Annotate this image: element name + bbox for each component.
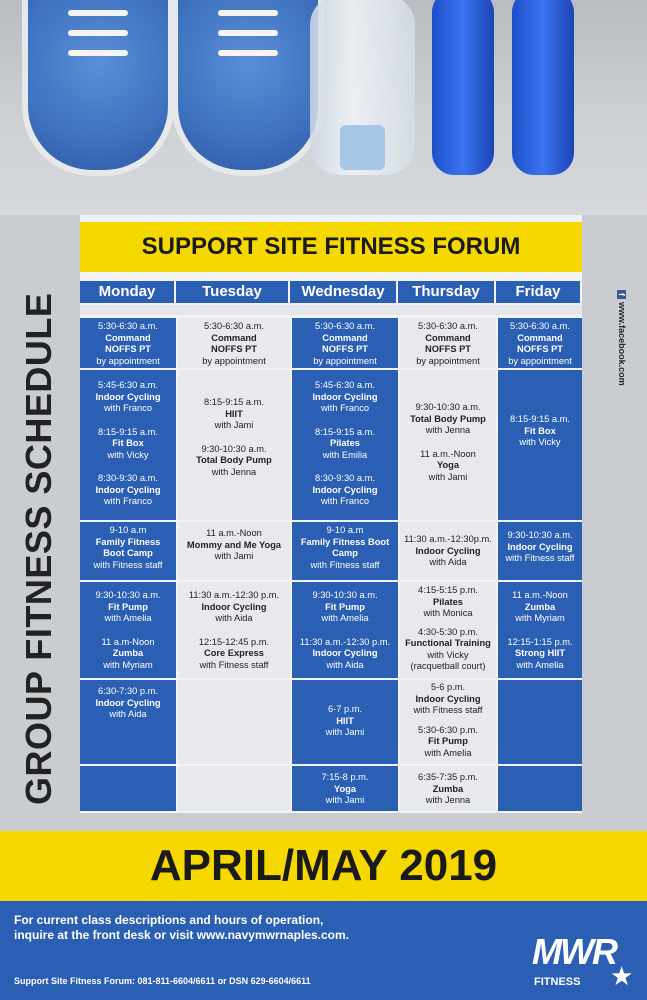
schedule-title: SUPPORT SITE FITNESS FORUM (80, 222, 582, 272)
class-cell: 9-10 a.m Family Fitness Boot Camp with Fitness staff (292, 522, 398, 580)
facebook-url: www.facebook.com (617, 302, 627, 386)
star-icon: ★ (610, 961, 634, 991)
class-cell: 11 a.m.-Noon Mommy and Me Yoga with Jami (178, 522, 290, 580)
class-cell (498, 766, 582, 811)
dumbbell-image (432, 0, 494, 175)
footer (0, 901, 647, 1000)
footer-contact: Support Site Fitness Forum: 081-811-6604/6611 or DSN 629-6604/6611 (14, 976, 311, 986)
class-cell: 9:30-10:30 a.m. Total Body Pump with Jenna 11 a.m.-Noon Yoga with Jami (400, 370, 496, 520)
class-cell: 6-7 p.m. HIIT with Jami (292, 680, 398, 764)
day-tuesday: Tuesday (176, 281, 288, 303)
class-cell: 5:45-6:30 a.m. Indoor Cycling with Franco 8:15-9:15 a.m. Pilates with Emilia 8:30-9:30 a.m. Indoor Cycling with Franco (292, 370, 398, 520)
footer-line-2: inquire at the front desk or visit www.navymwrnaples.com. (14, 928, 349, 942)
class-cell: 8:15-9:15 a.m. Fit Box with Vicky (498, 370, 582, 520)
footer-info (14, 913, 349, 943)
logo-text: MWR (532, 931, 616, 972)
day-wednesday: Wednesday (290, 281, 396, 303)
class-cell: 11:30 a.m.-12:30 p.m. Indoor Cycling with Aida 12:15-12:45 p.m. Core Express with Fitness staff (178, 582, 290, 678)
day-thursday: Thursday (398, 281, 494, 303)
class-cell: 5:30-6:30 a.m. Command NOFFS PT by appointment (178, 318, 290, 368)
class-cell: 11:30 a.m.-12:30p.m. Indoor Cycling with Aida (400, 522, 496, 580)
class-cell: 11 a.m.-Noon Zumba with Myriam 12:15-1:15 p.m. Strong HIIT with Amelia (498, 582, 582, 678)
facebook-link[interactable] (617, 290, 627, 386)
sneaker-image (172, 0, 324, 176)
day-monday: Monday (80, 281, 174, 303)
class-cell: 6:30-7:30 p.m. Indoor Cycling with Aida (80, 680, 176, 764)
water-bottle-image (310, 0, 415, 175)
side-title: GROUP FITNESS SCHEDULE (18, 292, 59, 805)
dumbbell-image (512, 0, 574, 175)
class-cell: 9:30-10:30 a.m. Fit Pump with Amelia 11 a.m-Noon Zumba with Myriam (80, 582, 176, 678)
class-cell (498, 680, 582, 764)
class-cell: 5:30-6:30 a.m. Command NOFFS PT by appointment (498, 318, 582, 368)
class-cell: 5:30-6:30 a.m. Command NOFFS PT by appointment (292, 318, 398, 368)
class-cell: 4:15-5:15 p.m. Pilates with Monica 4:30-5:30 p.m. Functional Training with Vicky (racquetball court) (400, 582, 496, 678)
sneaker-image (22, 0, 174, 176)
class-cell: 5-6 p.m. Indoor Cycling with Fitness staff 5:30-6:30 p.m. Fit Pump with Amelia (400, 680, 496, 764)
logo-subtext: FITNESS (534, 976, 581, 988)
class-cell: 9:30-10:30 a.m. Fit Pump with Amelia 11:30 a.m.-12:30 p.m. Indoor Cycling with Aida (292, 582, 398, 678)
footer-line-1: For current class descriptions and hours of operation, (14, 913, 324, 927)
month-banner: APRIL/MAY 2019 (0, 831, 647, 901)
class-cell: 8:15-9:15 a.m. HIIT with Jami 9:30-10:30 a.m. Total Body Pump with Jenna (178, 370, 290, 520)
class-cell: 5:30-6:30 a.m. Command NOFFS PT by appointment (80, 318, 176, 368)
day-header-row (80, 281, 580, 303)
class-cell: 6:35-7:35 p.m. Zumba with Jenna (400, 766, 496, 811)
facebook-icon: f (617, 290, 626, 299)
header-photo (0, 0, 647, 215)
mwr-logo (532, 931, 637, 993)
class-cell (178, 680, 290, 764)
divider (80, 305, 582, 315)
class-cell (178, 766, 290, 811)
class-cell: 5:30-6:30 a.m. Command NOFFS PT by appointment (400, 318, 496, 368)
class-cell (80, 766, 176, 811)
class-cell: 9:30-10:30 a.m. Indoor Cycling with Fitness staff (498, 522, 582, 580)
class-cell: 5:45-6:30 a.m. Indoor Cycling with Franco 8:15-9:15 a.m. Fit Box with Vicky 8:30-9:30 a.m. Indoor Cycling with Franco (80, 370, 176, 520)
class-cell: 7:15-8 p.m. Yoga with Jami (292, 766, 398, 811)
class-cell: 9-10 a.m Family Fitness Boot Camp with Fitness staff (80, 522, 176, 580)
day-friday: Friday (496, 281, 580, 303)
